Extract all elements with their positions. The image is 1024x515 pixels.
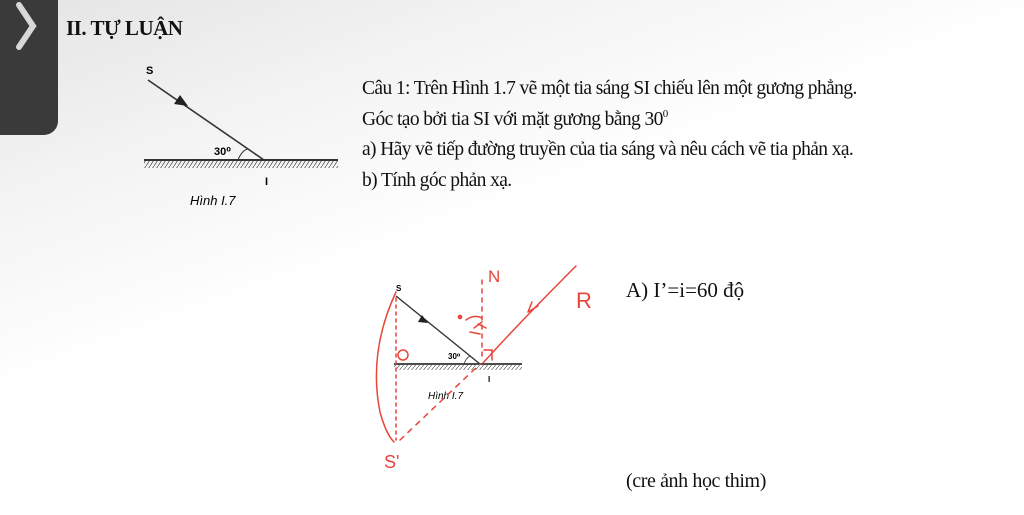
question-part-b: b) Tính góc phản xạ. (362, 169, 512, 191)
angle-dot (458, 315, 461, 318)
question-line-1: Câu 1: Trên Hình 1.7 vẽ một tia sáng SI chiếu lên một gương phẳng. (362, 78, 857, 99)
angle-mark-cross (470, 322, 486, 334)
point-s-label: S (146, 65, 154, 77)
side-tab[interactable] (0, 0, 58, 135)
question-part-a: a) Hãy vẽ tiếp đường truyền của tia sáng và nêu cách vẽ tia phản xạ. (362, 139, 854, 160)
section-title: II. TỰ LUẬN (66, 16, 183, 40)
credit-text: (cre ảnh học thim) (626, 470, 766, 492)
point-i-label: I (265, 176, 269, 188)
angle-mark (466, 316, 482, 320)
angle-arc (464, 356, 470, 364)
figure-caption: Hình I.7 (190, 193, 236, 208)
angle-label: 30⁰ (214, 146, 232, 158)
incident-ray (148, 80, 264, 160)
point-s-label: S (396, 284, 402, 293)
label-n: N (488, 267, 501, 286)
extension-line (400, 364, 480, 440)
label-s-prime: S' (384, 452, 400, 472)
question-line-2: Góc tạo bởi tia SI với mặt gương bằng $30^0$ (362, 107, 668, 130)
mirror-hatching (144, 161, 338, 168)
question-text (362, 74, 857, 196)
construction-arc (376, 292, 396, 442)
ray-arrow (418, 315, 428, 323)
ray-arrow (174, 95, 188, 106)
angle-label: 30⁰ (448, 352, 461, 361)
answer-text: A) I’=i=60 độ (626, 278, 745, 302)
point-i-label: I (488, 375, 491, 384)
red-annotations (376, 266, 576, 442)
figure-caption: Hình I.7 (428, 391, 464, 402)
degree-superscript: 0 (662, 107, 668, 120)
angle-arc (238, 149, 248, 160)
figure-solution (370, 262, 610, 482)
chevron-right-icon[interactable] (14, 2, 40, 50)
angle-circle (398, 350, 408, 360)
mirror-hatching (394, 365, 522, 370)
figure-top (130, 58, 350, 218)
label-r: R (576, 288, 592, 313)
